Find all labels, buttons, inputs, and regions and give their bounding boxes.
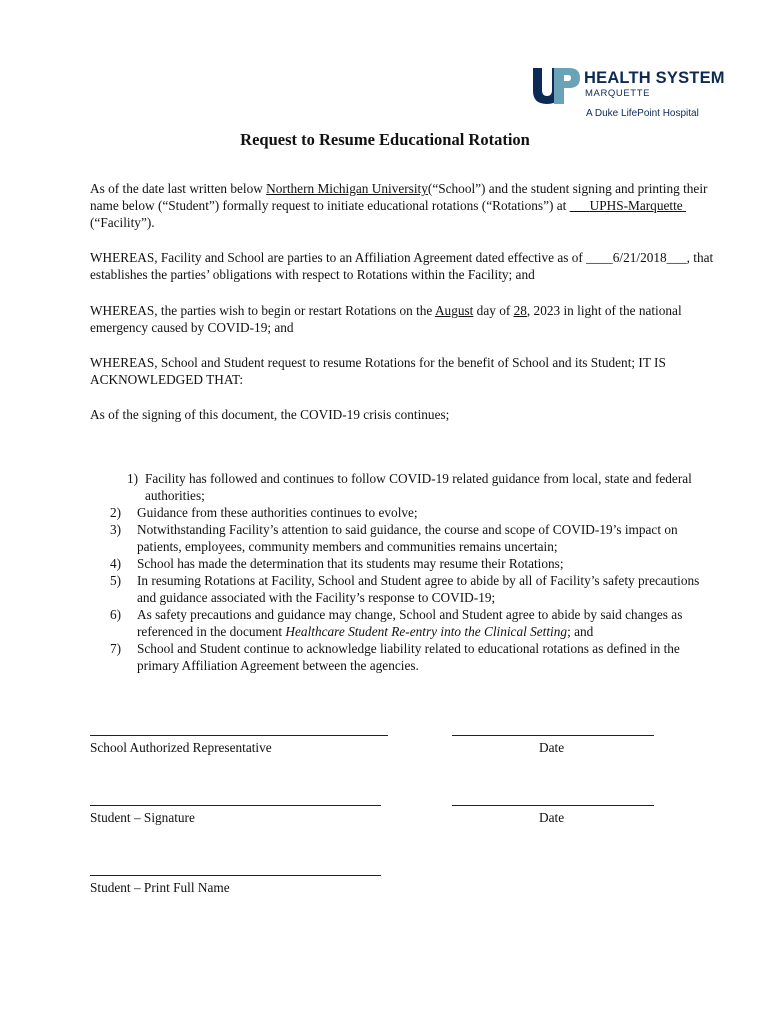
school-rep-signature-line[interactable] <box>90 735 388 736</box>
list-number: 4) <box>110 556 122 571</box>
list-text: School and Student continue to acknowledge liability related to educational rotations as defined in the primary Affiliation Agreement between the agencies. <box>137 641 680 673</box>
list-number: 7) <box>110 641 122 656</box>
whereas-restart <box>90 302 720 336</box>
intro-text-3: (“Facility”). <box>90 215 155 230</box>
list-number: 3) <box>110 522 122 537</box>
intro-text-1: As of the date last written below <box>90 181 267 196</box>
logo-marquette: MARQUETTE <box>585 88 651 99</box>
list-text-end: ; and <box>567 624 594 639</box>
facility-name-text: UPHS-Marquette <box>589 198 683 213</box>
list-text: Facility has followed and continues to follow COVID-19 related guidance from local, state and federal authorities; <box>145 471 692 503</box>
whereas2-text-3: , 2023 in light of the national emergency caused by COVID-19; and <box>90 303 682 335</box>
list-number: 2) <box>110 505 122 520</box>
list-text: In resuming Rotations at Facility, School and Student agree to abide by all of Facility’s safety precautions and guidance associated with the Facility’s response to COVID-19; <box>137 573 700 605</box>
logo <box>532 66 725 122</box>
list-text: Notwithstanding Facility’s attention to said guidance, the course and scope of COVID-19’s impact on patients, employees, community members and communities remains uncertain; <box>137 522 678 554</box>
referenced-document-title: Healthcare Student Re-entry into the Clinical Setting <box>285 624 568 639</box>
list-item <box>110 555 700 572</box>
school-name: Northern Michigan University <box>266 181 428 196</box>
whereas-affiliation: WHEREAS, Facility and School are parties to an Affiliation Agreement dated effective as of ____6/21/2018___, that establishes the parties’ obligations with respect to Rotations within the Facility; and <box>90 250 714 282</box>
whereas-resume: WHEREAS, School and Student request to resume Rotations for the benefit of School and its Student; IT IS ACKNOWLEDGED THAT: <box>90 355 666 387</box>
list-text: Guidance from these authorities continues to evolve; <box>137 505 418 520</box>
whereas2-text-2: day of <box>473 303 514 318</box>
intro-text-2: (“School”) and the student signing and printing their name below (“Student”) formally request to initiate educational rotations (“Rotations”) at <box>90 181 708 213</box>
list-number: 5) <box>110 573 122 588</box>
intro-paragraph <box>90 180 720 231</box>
facility-name <box>570 198 686 213</box>
list-item <box>110 606 700 640</box>
whereas2-text-1: WHEREAS, the parties wish to begin or restart Rotations on the <box>90 303 435 318</box>
student-date-label: Date <box>539 810 565 825</box>
student-signature-label: Student – Signature <box>90 810 195 825</box>
list-number: 1) <box>127 471 139 486</box>
up-logo-icon <box>532 66 582 106</box>
list-item <box>110 572 700 606</box>
document-title: Request to Resume Educational Rotation <box>240 130 530 149</box>
student-date-line[interactable] <box>452 805 654 806</box>
student-signature-line[interactable] <box>90 805 381 806</box>
list-text: As safety precautions and guidance may change, School and Student agree to abide by said changes as referenced in the document <box>137 607 683 639</box>
logo-health-system: HEALTH SYSTEM <box>584 69 725 87</box>
list-item <box>110 504 700 521</box>
start-day: 28 <box>513 303 527 318</box>
list-text: School has made the determination that its students may resume their Rotations; <box>137 556 564 571</box>
list-item <box>110 470 700 504</box>
list-item <box>110 640 700 674</box>
school-rep-date-label: Date <box>539 740 565 755</box>
logo-affiliation: A Duke LifePoint Hospital <box>586 108 699 119</box>
student-name-label: Student – Print Full Name <box>90 880 230 895</box>
school-rep-label: School Authorized Representative <box>90 740 272 755</box>
signing-statement: As of the signing of this document, the COVID-19 crisis continues; <box>90 407 450 422</box>
start-month: August <box>434 303 474 318</box>
student-name-line[interactable] <box>90 875 381 876</box>
school-rep-date-line[interactable] <box>452 735 654 736</box>
list-number: 6) <box>110 607 122 622</box>
acknowledgement-list <box>110 470 700 674</box>
list-item <box>110 521 700 555</box>
